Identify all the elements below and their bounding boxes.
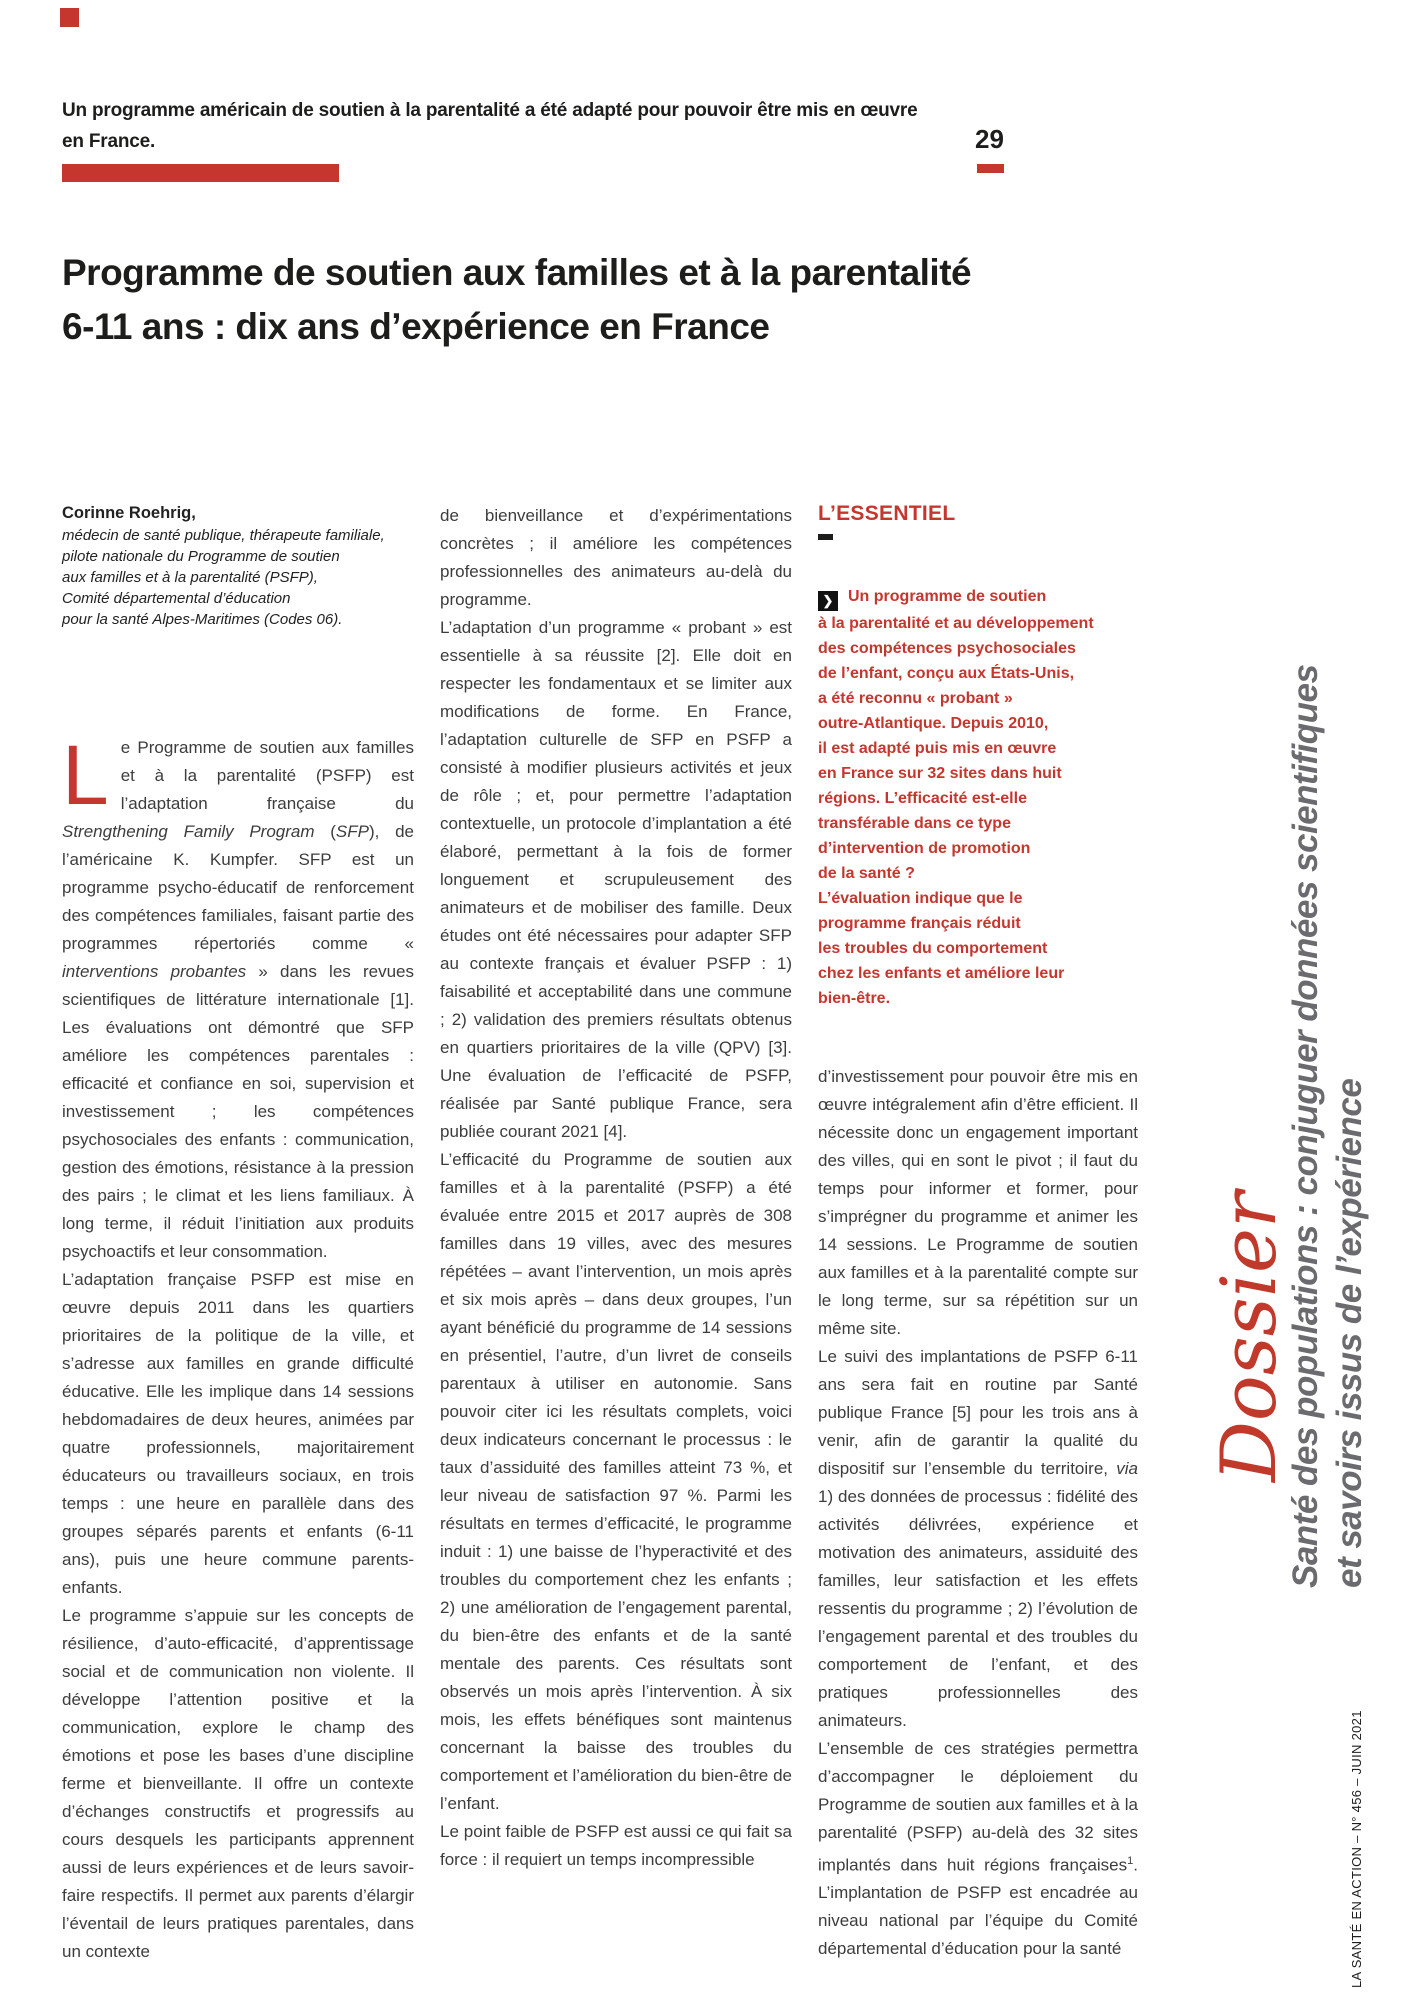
essentiel-rule [818,534,833,540]
paragraph [62,728,414,1266]
paragraph: d’investissement pour pouvoir être mis en œuvre intégralement afin d’être efficient. Il nécessite donc un engagement important des villes, qui en sont le pivot ; il faut du temps pour informer et former, pour s’imprégner du programme et animer les 14 sessions. Le Programme de soutien aux familles et à la parentalité compte sur le long terme, sur sa répétition sur un même site. [818,1066,1138,1338]
article-title-line: 6-11 ans : dix ans d’expérience en France [62,306,770,347]
page-number: 29 [975,124,1004,154]
paragraph: de bienveillance et d’expérimentations concrètes ; il améliore les compétences professionnelles des animateurs au-delà du programme. [440,506,792,609]
kicker-line: en France. [62,131,156,152]
paragraph: L’adaptation d’un programme « probant » est essentielle à sa réussite [2]. Elle doit en respecter les fondamentaux et se limiter aux modifications de forme. En France, l’adaptation culturelle de SFP en PSFP a consisté à modifier plusieurs activités et jeux de rôle ; et, pour permettre l’adaptation contextuelle, un protocole d’implantation a été élaboré, permettant à la fois de former longuement et scrupuleusement des animateurs et de mobiliser des famille. Deux études ont été nécessaires pour adapter SFP au contexte français et évaluer PSFP : 1) faisabilité et acceptabilité dans une commune ; 2) validation des premiers résultats obtenus en quartiers prioritaires de la ville (QPV) [3]. Une évaluation de l’efficacité de PSFP, réalisée par Santé publique France, sera publiée courant 2021 [4]. [440,618,792,1141]
paragraph: Le programme s’appuie sur les concepts de résilience, d’auto-efficacité, d’apprentissage social et de communication non violente. Il développe l’attention positive et la communication, explore le champ des émotions et pose les bases d’une discipline ferme et bienveillante. Il offre un contexte d’échanges constructifs et progressifs au cours desquels les participants apprennent aussi de leurs expériences et de leurs savoir-faire respectifs. Il permet aux parents d’élargir l’éventail de leurs pratiques parentales, dans un contexte [62,1606,414,1961]
author-credential: pilote nationale du Programme de soutien [62,548,340,565]
chevron-right-icon: ❯ [818,591,838,611]
article-title-line: Programme de soutien aux familles et à la parentalité [62,252,972,293]
dossier-label: Dossier [1204,1191,1293,1482]
kicker-rule [62,164,339,182]
paragraph: L’adaptation française PSFP est mise en œuvre depuis 2011 dans les quartiers prioritaires de la politique de la ville, et s’adresse aux familles en grande difficulté éducative. Elle les implique dans 14 sessions hebdomadaires de deux heures, animées par quatre professionnels, majoritairement éducateurs ou travailleurs sociaux, en trois temps : une heure en parallèle dans des groupes séparés parents et enfants (6-11 ans), puis une heure commune parents-enfants. [62,1270,414,1597]
dossier-subtitle-line: et savoirs issus de l’expérience [1330,1078,1369,1588]
author-block [62,502,414,630]
page-number-rule [977,164,1004,173]
article-body [62,502,1138,1966]
kicker-line: Un programme américain de soutien à la parentalité a été adapté pour pouvoir être mis en œuvre [62,100,918,121]
column-3 [818,502,1138,1966]
author-credential: médecin de santé publique, thérapeute familiale, [62,527,385,544]
author-credential: pour la santé Alpes-Maritimes (Codes 06). [62,611,343,628]
article-title [62,246,971,354]
essentiel-text: Un programme de soutien à la parentalité et au développement des compétences psychosociales de l’enfant, conçu aux États-Unis, a été reconnu « probant » outre-Atlantique. Depuis 2010, il est adapté puis mis en œuvre en France sur 32 sites dans huit régions. L’efficacité est-elle transférable dans ce type d’intervention de promotion de la santé ? [818,588,1094,882]
dossier-subtitle [1284,665,1372,1588]
paragraph: L’ensemble de ces stratégies permettra d’accompagner le déploiement du Programme de soutien aux familles et à la parentalité (PSFP) au-delà des 32 sites implantés dans huit régions françaises$^1$. L’implantation de PSFP est encadrée au niveau national par l’équipe du Comité départemental d’éducation pour la santé [818,1738,1138,1959]
column-1 [62,502,414,1966]
column-2 [440,502,792,1966]
page-corner-mark [60,8,79,27]
paragraph: L’efficacité du Programme de soutien aux familles et à la parentalité (PSFP) a été évaluée entre 2015 et 2017 auprès de 308 familles dans 19 villes, avec des mesures répétées – avant l’intervention, un mois après et six mois après – dans deux groupes, l’un ayant bénéficié du programme de 14 sessions en présentiel, l’autre, d’un livret de conseils parentaux à utiliser en autonomie. Sans pouvoir citer ici les résultats complets, voici deux indicateurs concernant le processus : le taux d’assiduité des familles atteint 73 %, et leur niveau de satisfaction 97 %. Parmi les résultats en termes d’efficacité, le programme induit : 1) une baisse de l’hyperactivité et des troubles du comportement chez les enfants ; 2) une amélioration de l’engagement parental, du bien-être des enfants et de la santé mentale des parents. Ces résultats sont observés un mois après l’intervention. À six mois, les effets bénéfiques sont maintenus concernant la baisse des troubles du comportement et l’amélioration du bien-être de l’enfant. [440,1150,792,1813]
essentiel-paragraph: L’évaluation indique que le programme français réduit les troubles du comportement chez les enfants et améliore leur bien-être. [818,889,1065,1007]
journal-footer: LA SANTÉ EN ACTION – N° 456 – JUIN 2021 [1349,1710,1364,1988]
author-credential: aux familles et à la parentalité (PSFP), [62,569,318,586]
paragraph: Le point faible de PSFP est aussi ce qui fait sa force : il requiert un temps incompressible [440,1822,792,1869]
paragraph: Le suivi des implantations de PSFP 6-11 ans sera fait en routine par Santé publique France [5] pour les trois ans à venir, afin de garantir la qualité du dispositif sur l’ensemble du territoire, via 1) des données de processus : fidélité des activités délivrées, expérience et motivation des animateurs, assiduité des familles, leur satisfaction et les effets ressentis du programme ; 2) l’évolution de l’engagement parental et des troubles du comportement de l’enfant, et des pratiques professionnelles des animateurs. [818,1346,1138,1730]
author-name: Corinne Roehrig, [62,504,196,522]
essentiel-heading: L’ESSENTIEL [818,502,956,525]
kicker [62,95,917,157]
dossier-subtitle-line: Santé des populations : conjuguer données scientifiques [1286,664,1325,1588]
essentiel-paragraph [818,584,1138,886]
author-credential: Comité départemental d’éducation [62,590,291,607]
dropcap: L [62,728,109,822]
essentiel-box [818,502,1138,1011]
paragraph-text: e Programme de soutien aux familles et à la parentalité (PSFP) est l’adaptation française du Strengthening Family Program (SFP), de l’américaine K. Kumpfer. SFP est un programme psycho-éducatif de renforcement des compétences familiales, faisant partie des programmes répertoriés comme « interventions probantes » dans les revues scientifiques de littérature internationale [1]. Les évaluations ont démontré que SFP améliore les compétences parentales : efficacité et confiance en soi, supervision et investissement ; les compétences psychosociales des enfants : communication, gestion des émotions, résistance à la pression des pairs ; le climat et les liens familiaux. À long terme, il réduit l’initiation aux produits psychoactifs et leur consommation. [62,738,414,1261]
